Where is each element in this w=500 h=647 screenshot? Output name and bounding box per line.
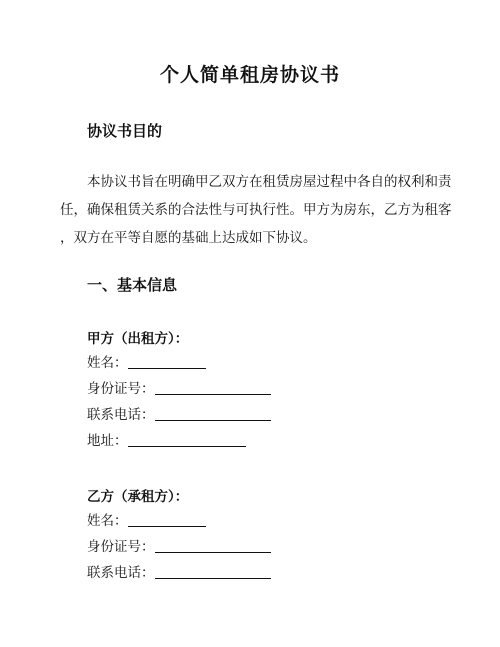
purpose-line-1: 本协议书旨在明确甲乙双方在租赁房屋过程中各自的权利和责 bbox=[87, 174, 452, 190]
purpose-heading: 协议书目的 bbox=[87, 122, 163, 140]
party-b-phone-label: 联系电话： bbox=[87, 565, 155, 581]
party-b-phone-blank[interactable] bbox=[155, 564, 271, 579]
party-a-address-field[interactable] bbox=[87, 431, 246, 451]
party-a-phone-field[interactable] bbox=[87, 405, 271, 425]
party-b-title: 乙方（承租方）： bbox=[87, 489, 189, 505]
party-a-name-field[interactable] bbox=[87, 353, 206, 373]
party-a-name-blank[interactable] bbox=[128, 354, 206, 369]
party-a-phone-blank[interactable] bbox=[155, 406, 271, 421]
party-a-phone-label: 联系电话： bbox=[87, 407, 155, 423]
party-a-name-label: 姓名： bbox=[87, 355, 128, 371]
purpose-paragraph bbox=[60, 168, 452, 252]
party-a-address-label: 地址： bbox=[87, 433, 128, 449]
party-a-id-field[interactable] bbox=[87, 379, 271, 399]
party-b-id-field[interactable] bbox=[87, 537, 271, 557]
party-b-id-blank[interactable] bbox=[155, 538, 271, 553]
party-a-address-blank[interactable] bbox=[128, 432, 246, 447]
party-b-name-blank[interactable] bbox=[128, 512, 206, 527]
party-b-phone-field[interactable] bbox=[87, 563, 271, 583]
party-b-id-label: 身份证号： bbox=[87, 539, 155, 555]
party-a-id-blank[interactable] bbox=[155, 380, 271, 395]
purpose-line-2: 任，确保租赁关系的合法性与可执行性。甲方为房东，乙方为租客 bbox=[60, 202, 452, 218]
purpose-line-3: ，双方在平等自愿的基础上达成如下协议。 bbox=[60, 230, 317, 246]
party-b-name-field[interactable] bbox=[87, 511, 206, 531]
party-a-id-label: 身份证号： bbox=[87, 381, 155, 397]
section-basic-info-heading: 一、基本信息 bbox=[87, 276, 178, 294]
page-title: 个人简单租房协议书 bbox=[159, 64, 340, 86]
party-b-name-label: 姓名： bbox=[87, 513, 128, 529]
party-a-title: 甲方（出租方）： bbox=[87, 331, 189, 347]
